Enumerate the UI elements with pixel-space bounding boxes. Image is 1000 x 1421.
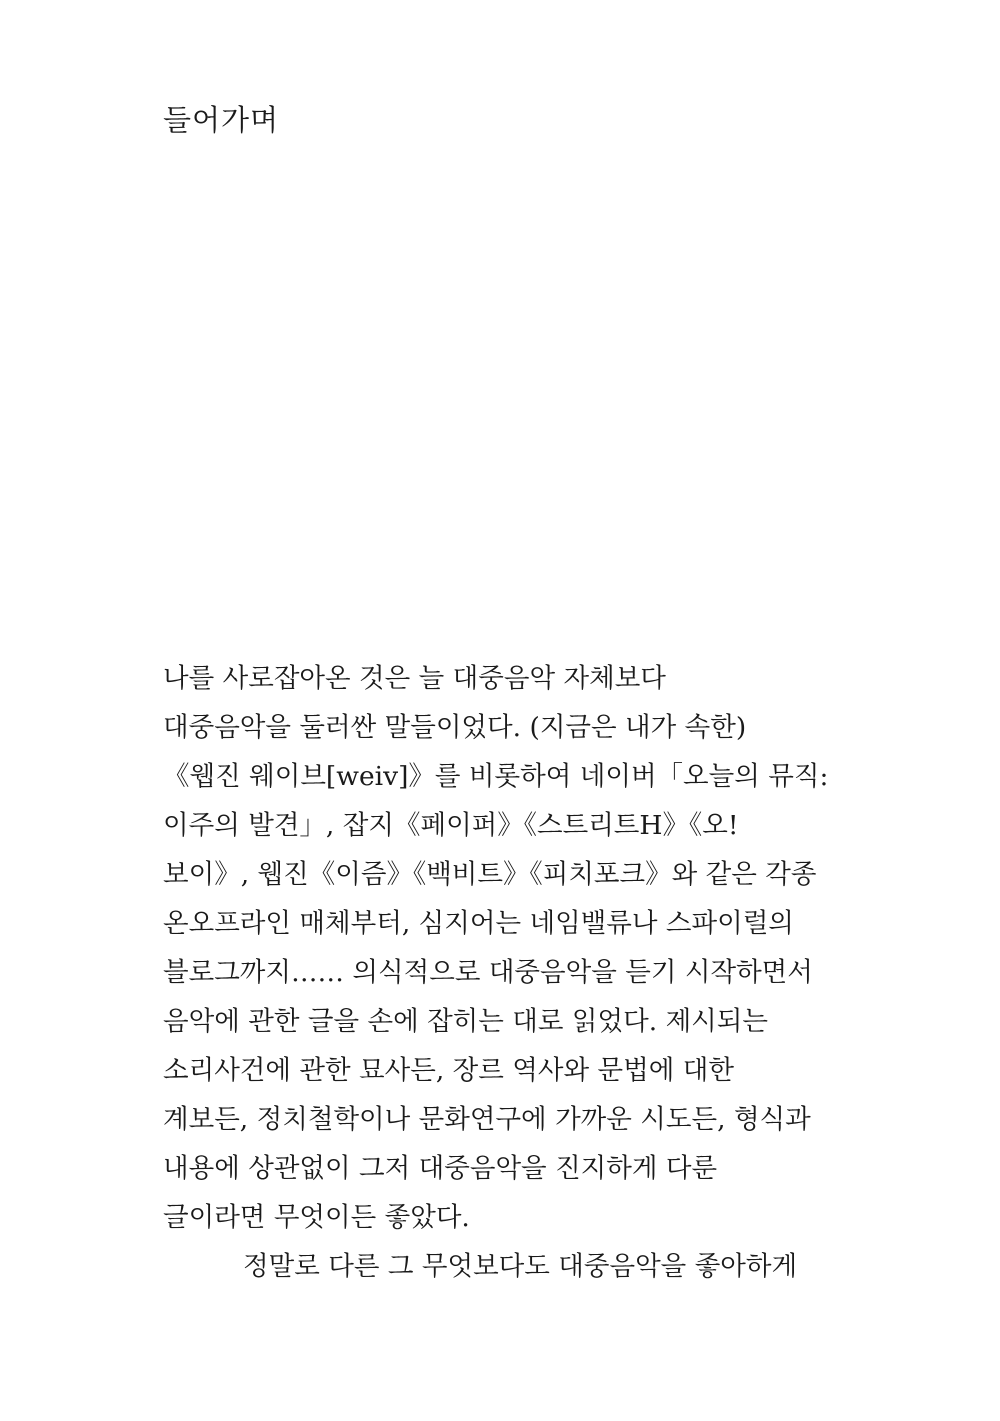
body-paragraphs xyxy=(163,654,923,1291)
chapter-title: 들어가며 xyxy=(163,103,280,137)
body-line: 보이》, 웹진《이즘》《백비트》《피치포크》와 같은 각종 xyxy=(163,859,817,890)
body-line: 글이라면 무엇이든 좋았다. xyxy=(163,1202,470,1233)
body-line: 이주의 발견」, 잡지《페이퍼》《스트리트H》《오! xyxy=(163,810,739,841)
body-line: 계보든, 정치철학이나 문화연구에 가까운 시도든, 형식과 xyxy=(163,1104,811,1135)
body-line: 내용에 상관없이 그저 대중음악을 진지하게 다룬 xyxy=(163,1153,718,1184)
body-line: 온오프라인 매체부터, 심지어는 네임밸류나 스파이럴의 xyxy=(163,908,794,939)
body-line-indented: 정말로 다른 그 무엇보다도 대중음악을 좋아하게 xyxy=(243,1251,798,1282)
body-line: 소리사건에 관한 묘사든, 장르 역사와 문법에 대한 xyxy=(163,1055,734,1086)
body-line: 나를 사로잡아온 것은 늘 대중음악 자체보다 xyxy=(163,663,666,694)
body-line: 《웹진 웨이브[weiv]》를 비롯하여 네이버「오늘의 뮤직: xyxy=(163,761,829,792)
body-line: 대중음악을 둘러싼 말들이었다. (지금은 내가 속한) xyxy=(163,712,747,743)
body-line: 블로그까지…… 의식적으로 대중음악을 듣기 시작하면서 xyxy=(163,957,813,988)
body-line: 음악에 관한 글을 손에 잡히는 대로 읽었다. 제시되는 xyxy=(163,1006,768,1037)
